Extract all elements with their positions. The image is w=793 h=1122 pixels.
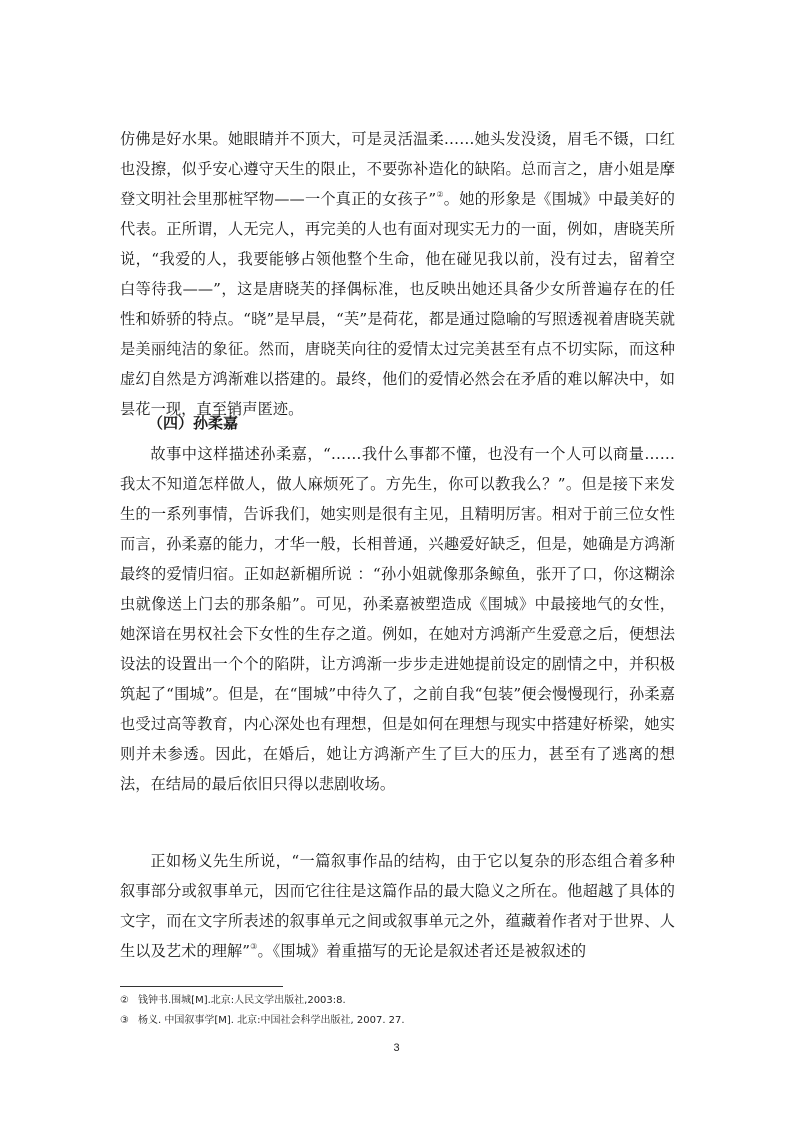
paragraph-text: 仿佛是好水果。她眼睛并不顶大，可是灵活温柔……她头发没烫，眉毛不镊，口红也没擦，似乎安心遵守天生的限止，不要弥补造化的缺陷。总而言之，唐小姐是摩登文明社会里那桩罕物——一个真正的女孩子” bbox=[120, 130, 675, 208]
paragraph-text: 正如杨义先生所说，“一篇叙事作品的结构，由于它以复杂的形态组合着多种叙事部分或叙事单元，因而它往往是这篇作品的最大隐义之所在。他超越了具体的文字，而在文字所表述的叙事单元之间或叙事单元之外，蕴藏着作者对于世界、人生以及艺术的理解” bbox=[120, 852, 675, 960]
footnote-ref-2[interactable]: ② bbox=[436, 190, 444, 199]
paragraph-text: 。《围城》着重描写的无论是叙述者还是被叙述的 bbox=[257, 942, 587, 960]
footnote-mark: ③ bbox=[120, 1015, 129, 1026]
footnote-2 bbox=[120, 994, 346, 1008]
footnote-text: 杨义. 中国叙事学[M]. 北京:中国社会科学出版社, 2007. 27. bbox=[138, 1015, 405, 1026]
body-paragraph-tang-xiaofu bbox=[120, 124, 675, 424]
footnote-3 bbox=[120, 1014, 405, 1028]
footnote-text: 钱钟书.围城[M].北京:人民文学出版社,2003:8. bbox=[138, 995, 346, 1006]
footnote-ref-3[interactable]: ③ bbox=[250, 942, 258, 951]
footnote-divider bbox=[120, 986, 283, 987]
paragraph-text: 。她的形象是《围城》中最美好的代表。正所谓，人无完人，再完美的人也有面对现实无力的一面，例如，唐晓芙所说，“我爱的人，我要能够占领他整个生命，他在碰见我以前，没有过去，留着空白等待我——”，这是唐晓芙的择偶标准，也反映出她还具备少女所普遍存在的任性和娇骄的特点。“晓”是早晨，“芙”是荷花，都是通过隐喻的写照透视着唐晓芙就是美丽纯洁的象征。然而，唐晓芙向往的爱情太过完美甚至有点不切实际，而这种虚幻自然是方鸿渐难以搭建的。最终，他们的爱情必然会在矛盾的难以解决中，如昙花一现，直至销声匿迹。 bbox=[120, 190, 675, 418]
body-paragraph-sun-roujia: 故事中这样描述孙柔嘉，“……我什么事都不懂，也没有一个人可以商量……我太不知道怎样做人，做人麻烦死了。方先生，你可以教我么？”。但是接下来发生的一系列事情，告诉我们，她实则是很有主见，且精明厉害。相对于前三位女性而言，孙柔嘉的能力，才华一般，长相普通，兴趣爱好缺乏，但是，她确是方鸿渐最终的爱情归宿。正如赵新楣所说 ：“孙小姐就像那条鲸鱼，张开了口，你这糊涂虫就像送上门去的那条船”。可见，孙柔嘉被塑造成《围城》中最接地气的女性，她深谙在男权社会下女性的生存之道。例如，在她对方鸿渐产生爱意之后，便想法设法的设置出一个个的陷阱，让方鸿渐一步步走进她提前设定的剧情之中，并积极筑起了“围城”。但是，在“围城”中待久了，之前自我“包装”便会慢慢现行，孙柔嘉也受过高等教育，内心深处也有理想，但是如何在理想与现实中搭建好桥梁，她实则并未参透。因此，在婚后，她让方鸿渐产生了巨大的压力，甚至有了逃离的想法，在结局的最后依旧只得以悲剧收场。 bbox=[120, 445, 675, 793]
page-number: 3 bbox=[393, 1042, 400, 1054]
footnote-mark: ② bbox=[120, 995, 129, 1006]
body-paragraph-structure bbox=[120, 846, 675, 966]
section-heading: （四）孙柔嘉 bbox=[148, 414, 239, 432]
